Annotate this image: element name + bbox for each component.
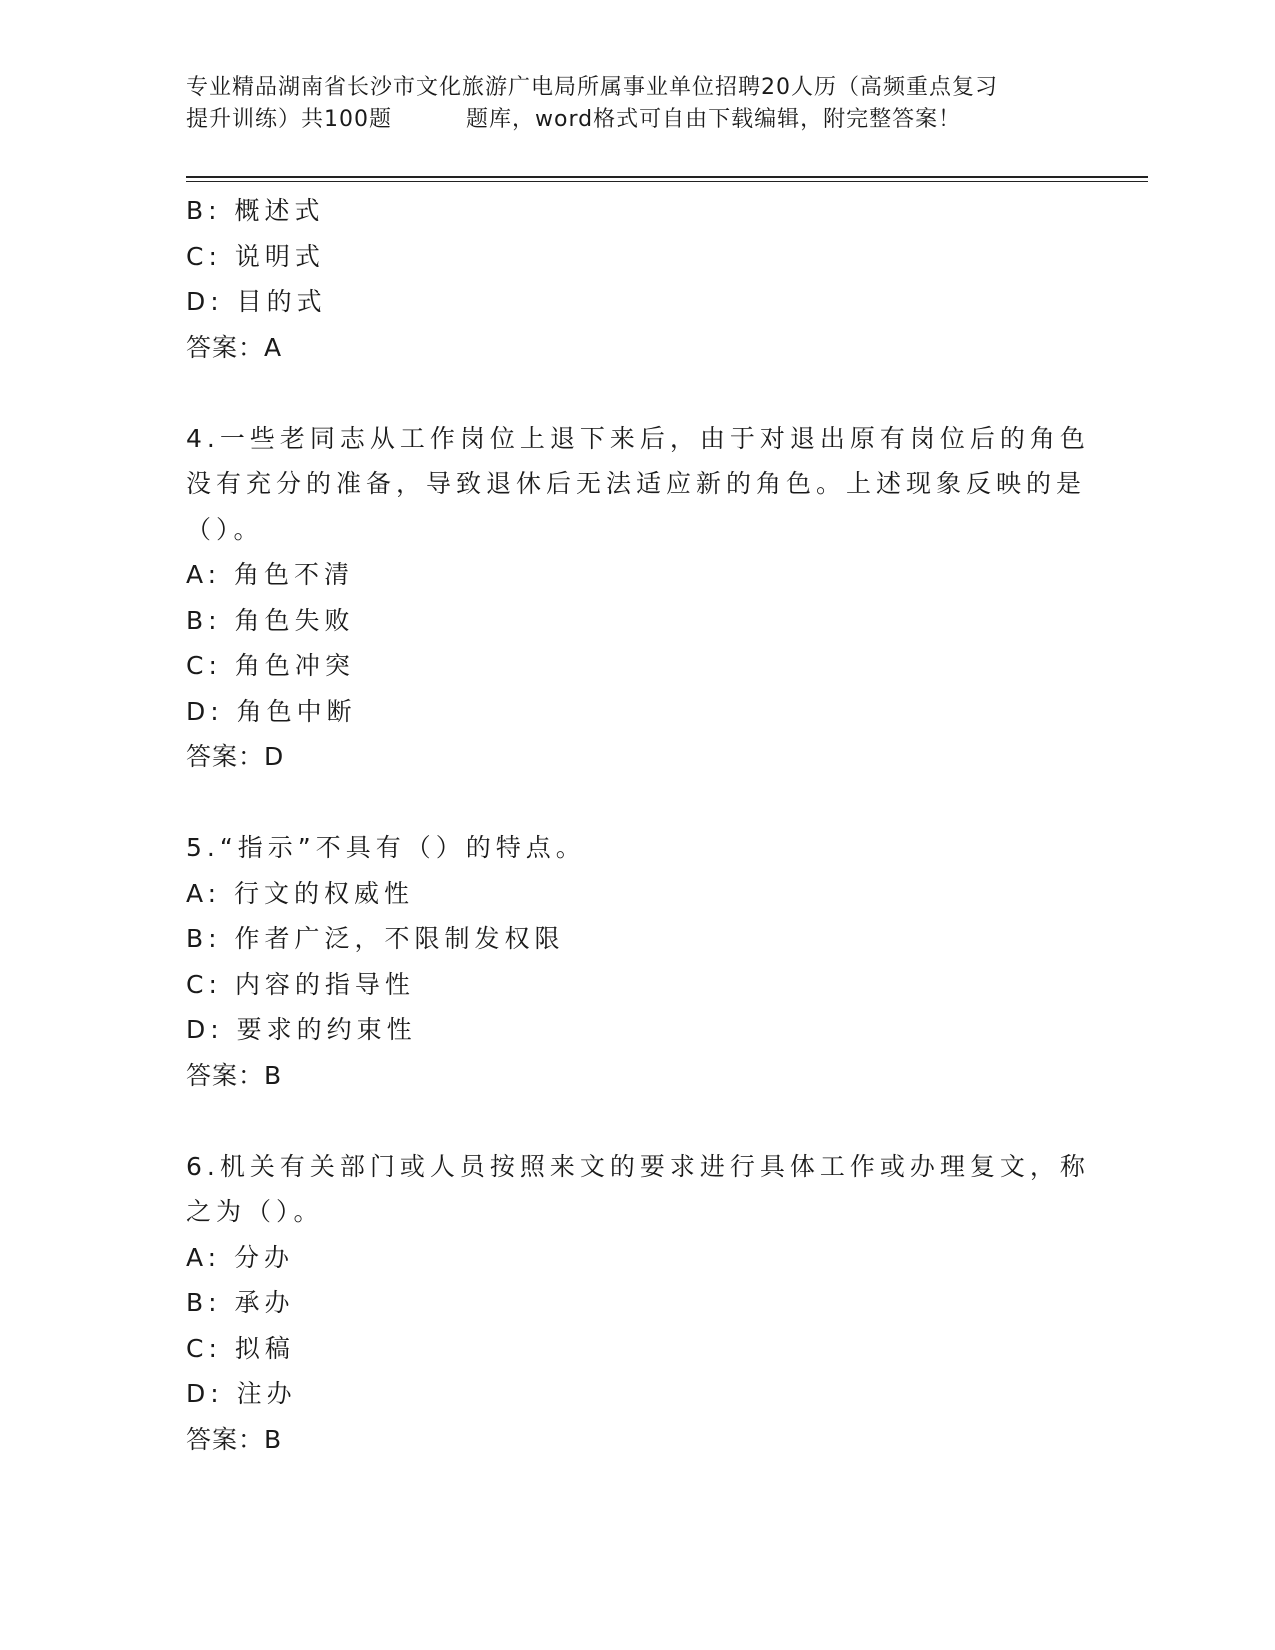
option-b: B: 概述式	[186, 196, 325, 225]
question-stem-line: 之为（）。	[186, 1197, 324, 1226]
option-d: D: 目的式	[186, 287, 327, 316]
option-d: D: 注办	[186, 1379, 297, 1408]
option-c: C: 说明式	[186, 241, 325, 271]
option-b: B: 角色失败	[186, 605, 355, 635]
option-b: B: 承办	[186, 1288, 295, 1317]
answer: 答案：D	[186, 742, 285, 771]
header-title-line2	[186, 104, 1086, 136]
question-4	[186, 416, 1090, 780]
question-5	[186, 825, 1086, 1098]
header-title-line1: 专业精品湖南省长沙市文化旅游广电局所属事业单位招聘20人历（高频重点复习	[186, 75, 998, 100]
question-3	[186, 188, 1086, 370]
answer: 答案：A	[186, 332, 283, 362]
question-stem-line: 4.一些老同志从工作岗位上退下来后，由于对退出原有岗位后的角色	[186, 423, 1090, 453]
question-stem-line: 6.机关有关部门或人员按照来文的要求进行具体工作或办理复文，称	[186, 1151, 1090, 1181]
answer: 答案：B	[186, 1060, 283, 1090]
header-divider-thin	[186, 181, 1148, 182]
page-header	[186, 72, 1086, 136]
option-a: A: 角色不清	[186, 560, 355, 589]
option-c: C: 拟稿	[186, 1333, 295, 1363]
question-list	[186, 188, 1090, 1462]
question-stem-line: 没有充分的准备，导致退休后无法适应新的角色。上述现象反映的是	[186, 469, 1087, 498]
option-b: B: 作者广泛，不限制发权限	[186, 924, 565, 953]
option-c: C: 内容的指导性	[186, 969, 415, 999]
header-title-part-b: 题库，word格式可自由下载编辑，附完整答案！	[466, 107, 962, 132]
option-d: D: 角色中断	[186, 696, 357, 726]
option-a: A: 分办	[186, 1242, 295, 1272]
option-c: C: 角色冲突	[186, 651, 355, 680]
option-a: A: 行文的权威性	[186, 878, 415, 908]
question-stem-line: 5.“指示”不具有（）的特点。	[186, 833, 586, 862]
header-divider-thick	[186, 176, 1148, 178]
header-title-part-a: 提升训练）共100题	[186, 107, 392, 132]
option-d: D: 要求的约束性	[186, 1015, 417, 1044]
answer: 答案：B	[186, 1424, 283, 1454]
question-6	[186, 1144, 1090, 1463]
question-stem-line: （）。	[186, 514, 264, 544]
